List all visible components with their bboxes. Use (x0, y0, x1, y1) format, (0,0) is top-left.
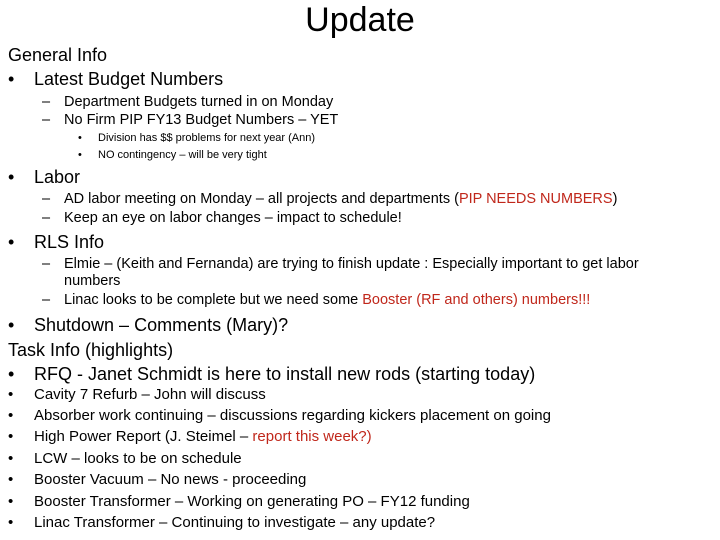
page-title: Update (305, 1, 415, 39)
task-item (8, 448, 242, 469)
bullet: • (8, 407, 14, 424)
dash: – (42, 112, 51, 128)
task-item-text: High Power Report (J. Steimel – (34, 428, 253, 445)
bullet: • (78, 132, 82, 144)
bullet: • (8, 232, 15, 252)
bullet: • (78, 149, 82, 161)
bullet: • (8, 167, 15, 187)
general-info-heading: General Info (8, 45, 108, 65)
task-item-text: Linac Transformer – Continuing to investigate – any update? (34, 514, 436, 531)
task-info-heading: Task Info (highlights) (8, 340, 174, 360)
bullet: • (8, 493, 14, 510)
bullet: • (8, 450, 14, 467)
report-this-week-highlight: report this week?) (252, 428, 372, 445)
rls-subitem-continuation: numbers (64, 273, 121, 289)
budget-subsubitem (78, 148, 267, 162)
shutdown-item (8, 314, 288, 336)
dash: – (42, 210, 51, 226)
rls-item (8, 231, 104, 253)
budget-subitem (42, 93, 333, 111)
shutdown-label: Shutdown – Comments (Mary)? (34, 315, 289, 335)
task-item-text: Booster Transformer – Working on generating PO – FY12 funding (34, 493, 470, 510)
labor-item (8, 166, 80, 188)
rls-subitem-text: Linac looks to be complete but we need some (64, 292, 363, 308)
budget-subsubitem-text: NO contingency – will be very tight (98, 149, 267, 161)
task-item-text: Booster Vacuum – No news - proceeding (34, 471, 307, 488)
labor-subitem-text: AD labor meeting on Monday – all projects and departments ( (64, 191, 459, 207)
task-item (8, 469, 306, 490)
dash: – (42, 256, 51, 272)
rls-subitem (42, 291, 590, 309)
dash: – (42, 292, 51, 308)
task-item (8, 426, 372, 447)
bullet: • (8, 69, 15, 89)
task-item (8, 384, 266, 405)
budget-subsubitem (78, 131, 315, 145)
budget-subitem-text: No Firm PIP FY13 Budget Numbers – YET (64, 112, 339, 128)
bullet: • (8, 514, 14, 531)
rfq-text: RFQ - Janet Schmidt is here to install new rods (starting today) (34, 364, 536, 384)
task-item-text: Cavity 7 Refurb – John will discuss (34, 386, 266, 403)
task-item (8, 405, 551, 426)
bullet: • (8, 315, 15, 335)
bullet: • (8, 471, 14, 488)
budget-subitem-text: Department Budgets turned in on Monday (64, 94, 334, 110)
booster-numbers-highlight: Booster (RF and others) numbers!!! (362, 292, 591, 308)
labor-subitem (42, 209, 402, 227)
labor-subitem-text: Keep an eye on labor changes – impact to schedule! (64, 210, 402, 226)
rls-subitem (42, 255, 639, 273)
rfq-item (8, 363, 535, 385)
dash: – (42, 191, 51, 207)
labor-subitem (42, 190, 617, 208)
task-item (8, 491, 470, 512)
budget-subitem (42, 111, 338, 129)
task-item-text: Absorber work continuing – discussions regarding kickers placement on going (34, 407, 551, 424)
labor-subitem-tail: ) (612, 191, 618, 207)
rls-subitem-text: Elmie – (Keith and Fernanda) are trying to finish update : Especially important to get labor (64, 256, 639, 272)
bullet: • (8, 386, 14, 403)
task-item-text: LCW – looks to be on schedule (34, 450, 242, 467)
bullet: • (8, 364, 15, 384)
rls-label: RLS Info (34, 232, 105, 252)
bullet: • (8, 428, 14, 445)
pip-needs-numbers-highlight: PIP NEEDS NUMBERS (458, 191, 613, 207)
dash: – (42, 94, 51, 110)
budget-subsubitem-text: Division has $$ problems for next year (Ann) (98, 132, 316, 144)
budget-label: Latest Budget Numbers (34, 69, 224, 89)
task-item (8, 512, 435, 533)
labor-label: Labor (34, 167, 81, 187)
budget-item (8, 68, 223, 90)
